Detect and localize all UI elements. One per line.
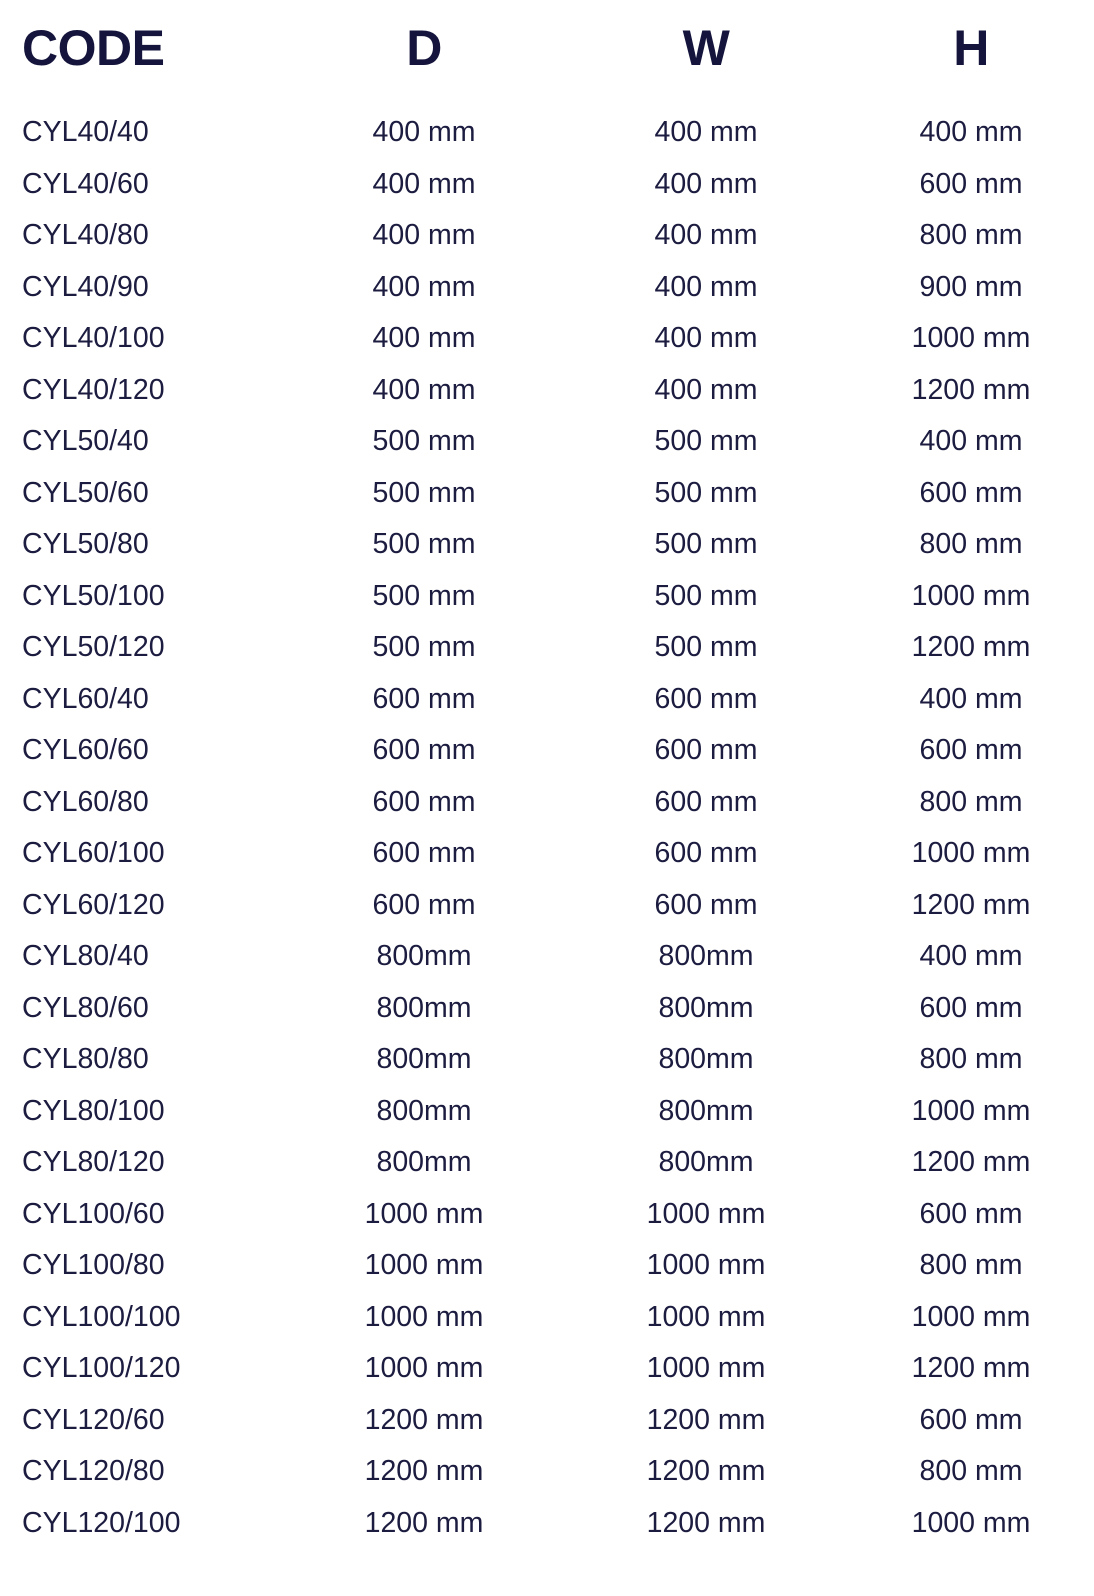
cell-w: 1000 mm xyxy=(646,1352,766,1385)
cell-d: 1200 mm xyxy=(364,1403,484,1436)
cell-code: CYL40/100 xyxy=(22,322,165,355)
cell-d: 600 mm xyxy=(372,888,476,921)
cell-w: 1200 mm xyxy=(646,1455,766,1488)
cell-code: CYL80/120 xyxy=(22,1146,165,1179)
cell-h: 600 mm xyxy=(919,1403,1023,1436)
table-row xyxy=(0,1498,1094,1550)
cell-d: 800mm xyxy=(376,1146,472,1179)
cell-code: CYL60/80 xyxy=(22,785,149,818)
cell-code: CYL50/100 xyxy=(22,579,165,612)
cell-w: 500 mm xyxy=(654,528,758,561)
cell-h: 1200 mm xyxy=(911,373,1031,406)
cell-d: 1000 mm xyxy=(364,1249,484,1282)
cell-d: 500 mm xyxy=(372,476,476,509)
cell-code: CYL40/90 xyxy=(22,270,149,303)
table-row xyxy=(0,674,1094,726)
table-row xyxy=(0,468,1094,520)
cell-d: 600 mm xyxy=(372,837,476,870)
cell-h: 1200 mm xyxy=(911,631,1031,664)
cell-code: CYL100/120 xyxy=(22,1352,181,1385)
cell-h: 800 mm xyxy=(919,1249,1023,1282)
cell-code: CYL50/80 xyxy=(22,528,149,561)
table-row xyxy=(0,1189,1094,1241)
cell-d: 1200 mm xyxy=(364,1455,484,1488)
cell-h: 600 mm xyxy=(919,991,1023,1024)
table-row xyxy=(0,519,1094,571)
table-row xyxy=(0,313,1094,365)
header-code: CODE xyxy=(22,20,165,76)
header-h: H xyxy=(953,20,989,76)
table-row xyxy=(0,107,1094,159)
cell-h: 1000 mm xyxy=(911,1094,1031,1127)
cell-code: CYL50/60 xyxy=(22,476,149,509)
cell-d: 600 mm xyxy=(372,682,476,715)
cell-w: 400 mm xyxy=(654,116,758,149)
cell-h: 400 mm xyxy=(919,116,1023,149)
cell-h: 1200 mm xyxy=(911,1146,1031,1179)
cell-code: CYL120/60 xyxy=(22,1403,165,1436)
table-row xyxy=(0,880,1094,932)
table-row xyxy=(0,1395,1094,1447)
cell-code: CYL60/60 xyxy=(22,734,149,767)
table-row xyxy=(0,1343,1094,1395)
cell-d: 1200 mm xyxy=(364,1506,484,1539)
table-row xyxy=(0,416,1094,468)
cell-w: 800mm xyxy=(658,991,754,1024)
cell-h: 1200 mm xyxy=(911,888,1031,921)
table-row xyxy=(0,1086,1094,1138)
cell-w: 500 mm xyxy=(654,425,758,458)
cell-d: 400 mm xyxy=(372,116,476,149)
table-row xyxy=(0,828,1094,880)
header-d: D xyxy=(406,20,442,76)
table-row xyxy=(0,983,1094,1035)
table-row xyxy=(0,159,1094,211)
cell-w: 800mm xyxy=(658,1043,754,1076)
table-row xyxy=(0,1446,1094,1498)
cell-w: 600 mm xyxy=(654,734,758,767)
cell-code: CYL80/60 xyxy=(22,991,149,1024)
cell-d: 800mm xyxy=(376,940,472,973)
cell-w: 600 mm xyxy=(654,888,758,921)
cell-d: 500 mm xyxy=(372,579,476,612)
cell-w: 400 mm xyxy=(654,219,758,252)
cell-h: 1000 mm xyxy=(911,837,1031,870)
cell-h: 800 mm xyxy=(919,785,1023,818)
table-row xyxy=(0,1034,1094,1086)
table-row xyxy=(0,931,1094,983)
cell-code: CYL80/100 xyxy=(22,1094,165,1127)
cell-w: 1000 mm xyxy=(646,1300,766,1333)
cell-code: CYL120/100 xyxy=(22,1506,181,1539)
cell-h: 400 mm xyxy=(919,682,1023,715)
cell-code: CYL40/60 xyxy=(22,167,149,200)
table-row xyxy=(0,365,1094,417)
cell-code: CYL120/80 xyxy=(22,1455,165,1488)
cell-d: 800mm xyxy=(376,991,472,1024)
cell-d: 600 mm xyxy=(372,785,476,818)
cell-code: CYL100/60 xyxy=(22,1197,165,1230)
header-w: W xyxy=(682,20,730,76)
cell-code: CYL40/40 xyxy=(22,116,149,149)
cell-w: 500 mm xyxy=(654,579,758,612)
cell-w: 400 mm xyxy=(654,322,758,355)
cell-h: 600 mm xyxy=(919,167,1023,200)
cell-w: 800mm xyxy=(658,940,754,973)
cell-code: CYL50/120 xyxy=(22,631,165,664)
table-row xyxy=(0,1137,1094,1189)
cell-h: 400 mm xyxy=(919,940,1023,973)
table-row xyxy=(0,725,1094,777)
cell-d: 1000 mm xyxy=(364,1352,484,1385)
cell-h: 600 mm xyxy=(919,476,1023,509)
cell-h: 1000 mm xyxy=(911,322,1031,355)
cell-h: 800 mm xyxy=(919,1043,1023,1076)
cell-code: CYL100/100 xyxy=(22,1300,181,1333)
cell-h: 900 mm xyxy=(919,270,1023,303)
cell-w: 600 mm xyxy=(654,785,758,818)
cell-h: 800 mm xyxy=(919,1455,1023,1488)
table-row xyxy=(0,777,1094,829)
table-row xyxy=(0,1292,1094,1344)
cell-w: 500 mm xyxy=(654,476,758,509)
table-row xyxy=(0,622,1094,674)
cell-d: 1000 mm xyxy=(364,1300,484,1333)
cell-w: 800mm xyxy=(658,1094,754,1127)
cell-h: 600 mm xyxy=(919,734,1023,767)
cell-d: 400 mm xyxy=(372,167,476,200)
cell-code: CYL60/40 xyxy=(22,682,149,715)
cell-code: CYL80/80 xyxy=(22,1043,149,1076)
cell-d: 800mm xyxy=(376,1043,472,1076)
table-row xyxy=(0,262,1094,314)
cell-code: CYL40/120 xyxy=(22,373,165,406)
cell-h: 1000 mm xyxy=(911,1506,1031,1539)
cell-h: 400 mm xyxy=(919,425,1023,458)
cell-w: 400 mm xyxy=(654,167,758,200)
cell-w: 600 mm xyxy=(654,837,758,870)
cell-w: 800mm xyxy=(658,1146,754,1179)
table-row xyxy=(0,1240,1094,1292)
cell-d: 400 mm xyxy=(372,219,476,252)
cell-code: CYL60/100 xyxy=(22,837,165,870)
cell-code: CYL100/80 xyxy=(22,1249,165,1282)
cell-d: 500 mm xyxy=(372,631,476,664)
cell-code: CYL80/40 xyxy=(22,940,149,973)
cell-code: CYL60/120 xyxy=(22,888,165,921)
cell-w: 600 mm xyxy=(654,682,758,715)
table-row xyxy=(0,571,1094,623)
cell-code: CYL50/40 xyxy=(22,425,149,458)
cell-w: 1000 mm xyxy=(646,1197,766,1230)
cell-d: 400 mm xyxy=(372,373,476,406)
cell-h: 800 mm xyxy=(919,528,1023,561)
cell-code: CYL40/80 xyxy=(22,219,149,252)
cell-w: 1200 mm xyxy=(646,1506,766,1539)
table-row xyxy=(0,210,1094,262)
cell-d: 500 mm xyxy=(372,425,476,458)
cell-w: 400 mm xyxy=(654,270,758,303)
cell-d: 600 mm xyxy=(372,734,476,767)
cell-d: 400 mm xyxy=(372,322,476,355)
cell-d: 1000 mm xyxy=(364,1197,484,1230)
cell-h: 1000 mm xyxy=(911,1300,1031,1333)
cell-h: 1000 mm xyxy=(911,579,1031,612)
table-body xyxy=(0,107,1094,1549)
cell-d: 400 mm xyxy=(372,270,476,303)
cell-d: 500 mm xyxy=(372,528,476,561)
cell-d: 800mm xyxy=(376,1094,472,1127)
cell-w: 400 mm xyxy=(654,373,758,406)
table-header xyxy=(0,0,1094,96)
cell-h: 1200 mm xyxy=(911,1352,1031,1385)
cell-w: 500 mm xyxy=(654,631,758,664)
cell-h: 600 mm xyxy=(919,1197,1023,1230)
cell-w: 1200 mm xyxy=(646,1403,766,1436)
cell-h: 800 mm xyxy=(919,219,1023,252)
cell-w: 1000 mm xyxy=(646,1249,766,1282)
